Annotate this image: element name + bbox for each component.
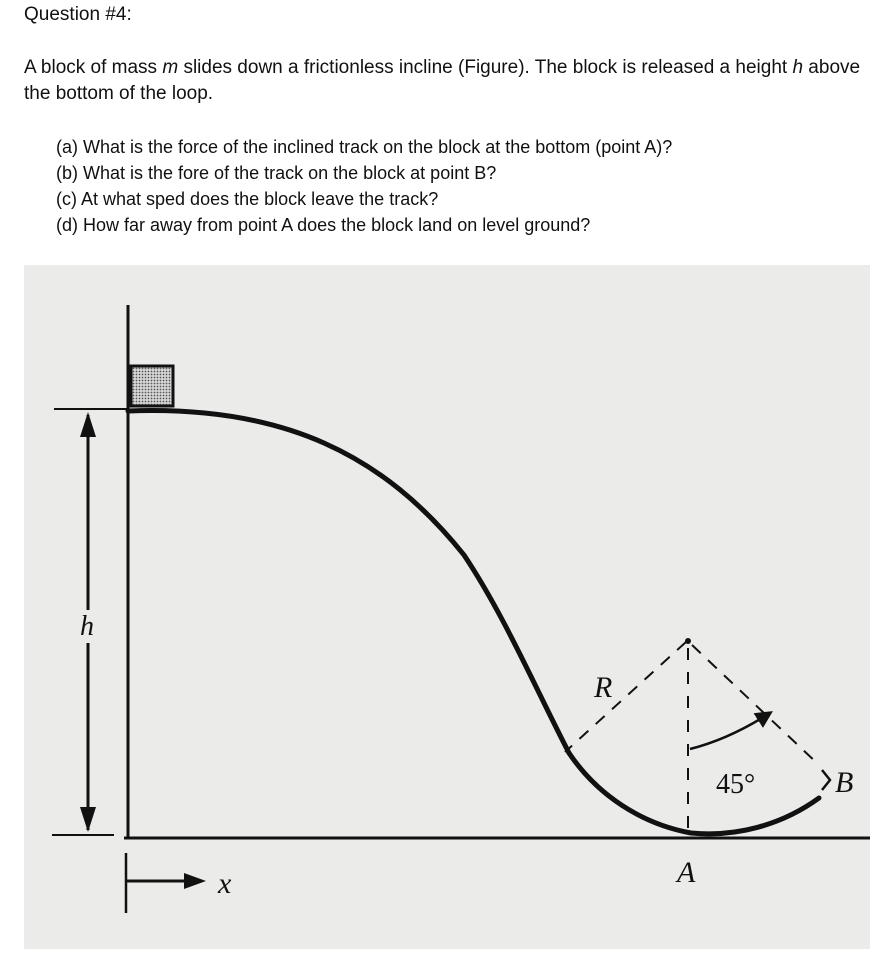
loop-center-point [685,638,691,644]
intro-var-m: m [162,57,179,78]
radius-dashed-right [692,645,819,765]
question-part-a: (a) What is the force of the inclined track on the block at the bottom (point A)? [56,137,673,157]
x-label: x [218,867,232,900]
intro-text-1: A block of mass [24,57,163,78]
angle-label: 45° [716,769,756,800]
question-intro [24,55,874,107]
intro-text-3: above the bottom of the loop. [24,57,861,104]
figure-panel [24,265,870,949]
radius-label: R [594,671,613,704]
track-diagram [24,265,870,949]
question-part-c: (c) At what sped does the block leave the track? [56,189,439,209]
incline-track [128,411,569,753]
question-part-d: (d) How far away from point A does the block land on level ground? [56,215,591,235]
h-arrowhead-up [80,412,96,437]
h-arrowhead-down [80,807,96,832]
question-title: Question #4: [24,4,132,25]
point-b-label: B [835,766,854,799]
block [131,366,173,406]
point-a-label: A [677,856,696,889]
question-part-b: (b) What is the fore of the track on the block at point B? [56,163,497,183]
x-arrowhead [184,873,206,889]
intro-text-2: slides down a frictionless incline (Figure). The block is released a height [178,57,793,78]
question-parts [56,134,876,238]
angle-arc-arrow [690,713,770,749]
radius-dashed-left [565,642,686,752]
intro-var-h: h [792,57,804,78]
h-label: h [80,611,94,642]
b-marker [822,770,830,790]
loop-track [569,753,819,834]
